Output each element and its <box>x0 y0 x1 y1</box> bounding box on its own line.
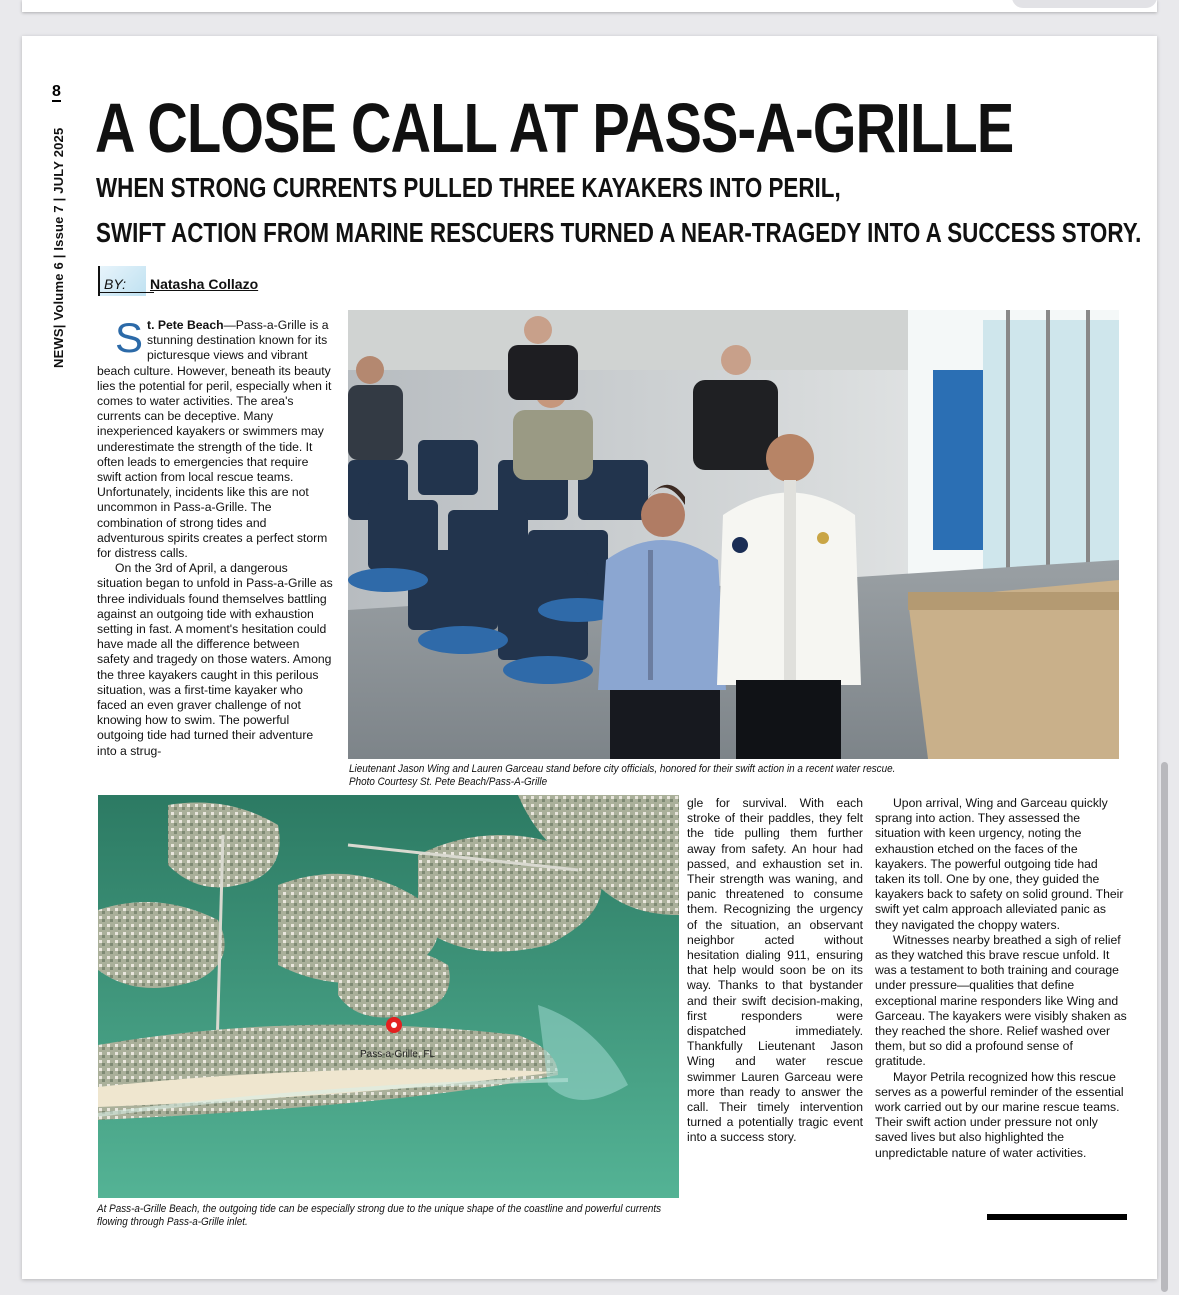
subheadline-1: WHEN STRONG CURRENTS PULLED THREE KAYAKERS INTO PERIL, <box>96 172 841 203</box>
aerial-map-photo <box>98 795 679 1198</box>
previous-page-edge <box>22 0 1157 12</box>
map-pin-label: Pass-a-Grille, FL <box>360 1049 436 1060</box>
ceremony-photo <box>348 310 1119 759</box>
map-caption-line: flowing through Pass-a-Grille inlet. <box>97 1216 248 1228</box>
aerial-map-image <box>98 795 679 1198</box>
byline <box>98 266 298 296</box>
article-column-4 <box>875 796 1127 1161</box>
paragraph: Upon arrival, Wing and Garceau quickly sprang into action. They assessed the situation with keen urgency, noting the exhaustion etched on the faces of the kayakers. The powerful outgoing tide had taken its toll. One by one, they guided the kayakers back to safety on solid ground. Their swift yet calm approach alleviated panic as they navigated the choppy waters. <box>875 796 1124 932</box>
ceremony-photo-image <box>348 310 1119 759</box>
scrollbar[interactable] <box>1161 762 1168 1292</box>
article-column-1 <box>97 314 335 759</box>
article-end-bar <box>987 1214 1127 1220</box>
subheadline-2: SWIFT ACTION FROM MARINE RESCUERS TURNED A NEAR-TRAGEDY INTO A SUCCESS STORY. <box>96 217 1142 248</box>
headline: A CLOSE CALL AT PASS-A-GRILLE <box>95 89 1014 167</box>
map-caption-line: At Pass-a-Grille Beach, the outgoing tide can be especially strong due to the unique shape of the coastline and powerful currents <box>97 1203 662 1215</box>
magazine-page <box>22 36 1157 1279</box>
byline-rule <box>100 292 154 293</box>
photo-caption <box>349 763 895 789</box>
paragraph: On the 3rd of April, a dangerous situation began to unfold in Pass-a-Grille as three individuals found themselves battling against an outgoing tide with exhaustion setting in fast. A moment's hesitation could have made all the difference between safety and tragedy on those waters. Among the three kayakers caught in this perilous situation, was a first-time kayaker who faced an even graver challenge of not knowing how to swim. The powerful outgoing tide had turned their adventure into a strug- <box>97 561 333 758</box>
paragraph: —Pass-a-Grille is a stunning destination known for its picturesque views and vibrant beach culture. However, beneath its beauty lies the potential for peril, especially when it comes to water activities. The area's currents can be deceptive. Many inexperienced kayakers or swimmers may underestimate the strength of the tide. It often leads to emergencies that require swift action from local rescue teams. Unfortunately, incidents like this are not uncommon in Pass-a-Grille. The combination of strong tides and adventurous spirits creates a perfect storm for distress calls. <box>97 318 332 561</box>
map-caption <box>97 1203 661 1229</box>
photo-caption-line: Lieutenant Jason Wing and Lauren Garceau stand before city officials, honored for their swift action in a recent water rescue. <box>349 763 896 775</box>
byline-label: BY: <box>104 276 127 292</box>
drop-cap: S <box>115 314 144 361</box>
page-number: 8 <box>52 83 61 100</box>
paragraph: Mayor Petrila recognized how this rescue serves as a powerful reminder of the essential work carried out by our marine rescue teams. Their swift action under pressure not only saved lives but also highlighted the unpredictable nature of water activities. <box>875 1069 1124 1160</box>
author-name: Natasha Collazo <box>150 276 259 292</box>
paragraph: Witnesses nearby breathed a sigh of relief as they watched this brave rescue unfold. It was a testament to both training and courage under pressure—qualities that define exceptional marine responders like Wing and Garceau. The kayakers were visibly shaken as they reached the shore. Relief washed over them, but so did a profound sense of gratitude. <box>875 932 1127 1069</box>
toolbar-pill[interactable] <box>1012 0 1157 8</box>
dateline: t. Pete Beach <box>147 318 224 332</box>
article-column-3 <box>687 796 863 1146</box>
paragraph: gle for survival. With each stroke of their paddles, they felt the tide pulling them further away from safety. An hour had passed, and exhaustion set in. Their strength was waning, and panic threatened to consume them. Recognizing the urgency of the situation, an observant neighbor acted without hesitation dialing 911, ensuring that help would soon be on its way. Thanks to that bystander and their swift decision-making, first responders were dispatched immediately. Thankfully Lieutenant Jason Wing and water rescue swimmer Lauren Garceau were more than ready to answer the call. Their timely intervention turned a potentially tragic event into a success story. <box>687 796 863 1145</box>
issue-label: NEWS| Volume 6 | Issue 7 | JULY 2025 <box>51 127 66 368</box>
photo-credit: Photo Courtesy St. Pete Beach/Pass-A-Grille <box>349 776 548 788</box>
